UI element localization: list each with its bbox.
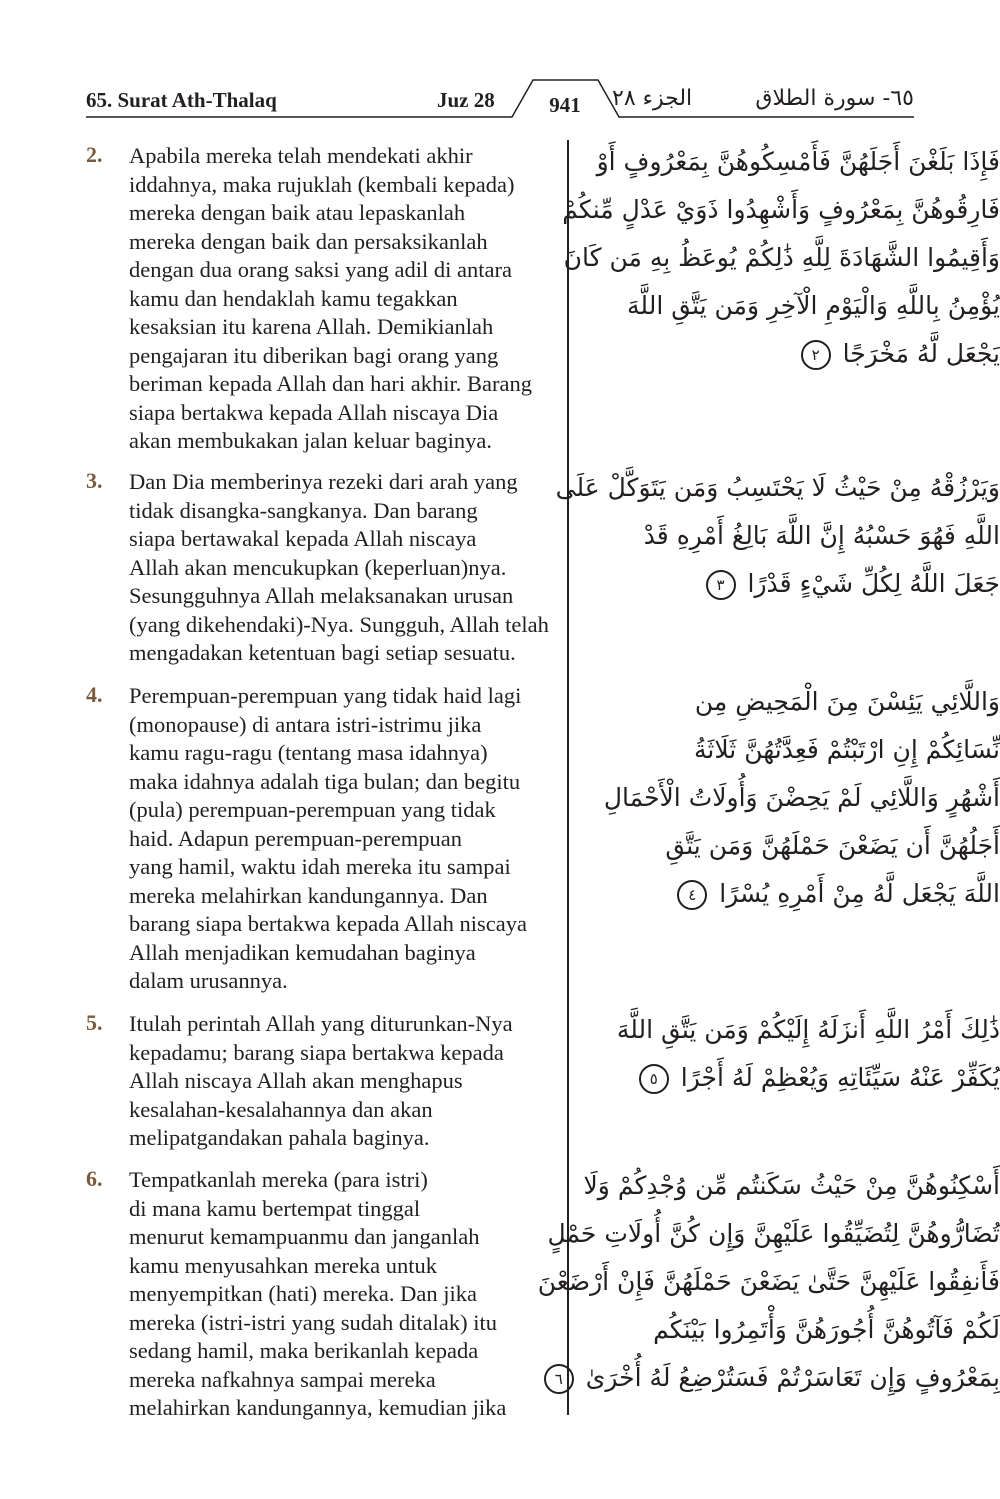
arabic-line-text: اللَّهَ يَجْعَل لَّهُ مِنْ أَمْرِهِ يُسْرًا bbox=[719, 879, 1000, 908]
translation-line: di mana kamu bertempat tinggal bbox=[129, 1195, 421, 1221]
translation-line: menyempitkan (hati) mereka. Dan jika bbox=[129, 1281, 477, 1306]
verse-number: 6. bbox=[86, 1166, 103, 1191]
translation-line: haid. Adapun perempuan-perempuan bbox=[129, 825, 463, 851]
verse-number: 5. bbox=[86, 1010, 103, 1035]
translation-line: menurut kemampuanmu dan janganlah bbox=[129, 1224, 480, 1249]
translation-line: mengadakan ketentuan bagi setiap sesuatu. bbox=[129, 640, 516, 665]
translation-line: iddahnya, maka rujuklah (kembali kepada) bbox=[129, 171, 515, 197]
ayah-end-marker: ٢ bbox=[801, 340, 831, 370]
verse-arabic bbox=[555, 464, 1000, 608]
verse-translation bbox=[129, 1166, 559, 1423]
arabic-line: اللَّهِ فَهُوَ حَسْبُهُ إِنَّ اللَّهَ بَالِغُ أَمْرِهِ قَدْ bbox=[643, 521, 1000, 550]
translation-line: Sesungguhnya Allah melaksanakan urusan bbox=[129, 583, 514, 608]
arabic-line bbox=[596, 330, 1000, 378]
translation-line: kepadamu; barang siapa bertakwa kepada bbox=[129, 1039, 504, 1065]
arabic-line: فَارِقُوهُنَّ بِمَعْرُوفٍ وَأَشْهِدُوا ذَوَيْ عَدْلٍ مِّنكُمْ bbox=[562, 195, 1000, 224]
translation-line: (pula) perempuan-perempuan yang tidak bbox=[129, 797, 496, 822]
translation-line: kamu ragu-ragu (tentang masa idahnya) bbox=[129, 740, 488, 765]
arabic-line-text: بِمَعْرُوفٍ وَإِن تَعَاسَرْتُمْ فَسَتُرْضِعُ لَهُ أُخْرَىٰ bbox=[585, 1363, 1000, 1392]
arabic-line: وَأَقِيمُوا الشَّهَادَةَ لِلَّهِ ذَٰلِكُمْ يُوعَظُ بِهِ مَن كَانَ bbox=[563, 243, 1000, 272]
translation-line: siapa bertawakal kepada Allah niscaya bbox=[129, 526, 477, 551]
arabic-line: فَأَنفِقُوا عَلَيْهِنَّ حَتَّىٰ يَضَعْنَ حَمْلَهُنَّ فَإِنْ أَرْضَعْنَ bbox=[537, 1267, 1000, 1296]
translation-line: sedang hamil, maka berikanlah kepada bbox=[129, 1338, 479, 1363]
translation-line: Allah akan mencukupkan (keperluan)nya. bbox=[129, 554, 507, 580]
translation-line: pengajaran itu diberikan bagi orang yang bbox=[129, 342, 499, 368]
translation-line: melahirkan kandungannya, kemudian jika bbox=[129, 1395, 507, 1420]
arabic-line: ذَٰلِكَ أَمْرُ اللَّهِ أَنزَلَهُ إِلَيْكُمْ وَمَن يَتَّقِ اللَّهَ bbox=[616, 1015, 1000, 1044]
translation-line: siapa bertakwa kepada Allah niscaya Dia bbox=[129, 399, 499, 425]
translation-line: Apabila mereka telah mendekati akhir bbox=[129, 143, 473, 168]
arabic-line-text: يُكَفِّرْ عَنْهُ سَيِّئَاتِهِ وَيُعْظِمْ لَهُ أَجْرًا bbox=[680, 1063, 1000, 1092]
translation-line: kesaksian itu karena Allah. Demikianlah bbox=[129, 314, 494, 339]
page-number: 941 bbox=[549, 93, 581, 117]
juz-label-latin: Juz 28 bbox=[437, 88, 495, 112]
translation-line: Perempuan-perempuan yang tidak haid lagi bbox=[129, 683, 522, 708]
translation-line: Itulah perintah Allah yang diturunkan-Nya bbox=[129, 1011, 513, 1036]
verse-number: 3. bbox=[86, 468, 103, 493]
verse-arabic bbox=[596, 1006, 1000, 1102]
arabic-line: تُضَارُّوهُنَّ لِتُضَيِّقُوا عَلَيْهِنَّ وَإِن كُنَّ أُولَاتِ حَمْلٍ bbox=[547, 1219, 1000, 1248]
arabic-line: أَسْكِنُوهُنَّ مِنْ حَيْثُ سَكَنتُم مِّن وُجْدِكُمْ وَلَا bbox=[583, 1171, 1000, 1200]
translation-line: mereka dengan baik atau lepaskanlah bbox=[129, 200, 466, 225]
translation-line: beriman kepada Allah dan hari akhir. Barang bbox=[129, 371, 532, 396]
ayah-end-marker: ٦ bbox=[544, 1364, 574, 1394]
surah-title-arabic: ٦٥- سورة الطلاق bbox=[755, 86, 914, 111]
verse-translation bbox=[129, 682, 559, 996]
arabic-line bbox=[596, 560, 1000, 608]
translation-line: (monopause) di antara istri-istrimu jika bbox=[129, 711, 482, 737]
verse-translation bbox=[129, 142, 559, 456]
translation-line: yang hamil, waktu idah mereka itu sampai bbox=[129, 854, 511, 879]
ayah-end-marker: ٤ bbox=[677, 880, 707, 910]
juz-label-arabic: الجزء ٢٨ bbox=[612, 86, 693, 111]
translation-line: mereka (istri-istri yang sudah ditalak) itu bbox=[129, 1309, 498, 1335]
translation-line: barang siapa bertakwa kepada Allah niscaya bbox=[129, 911, 527, 936]
verse-arabic bbox=[537, 1162, 1000, 1402]
arabic-line bbox=[596, 870, 1000, 918]
translation-line: tidak disangka-sangkanya. Dan barang bbox=[129, 497, 478, 523]
translation-line: kesalahan-kesalahannya dan akan bbox=[129, 1096, 433, 1122]
arabic-line: يُؤْمِنُ بِاللَّهِ وَالْيَوْمِ الْآخِرِ وَمَن يَتَّقِ اللَّهَ bbox=[627, 291, 1000, 320]
surah-title-latin: 65. Surat Ath-Thalaq bbox=[86, 88, 277, 112]
translation-line: (yang dikehendaki)-Nya. Sungguh, Allah telah bbox=[129, 611, 549, 637]
arabic-line bbox=[554, 1354, 1000, 1402]
ayah-end-marker: ٥ bbox=[639, 1064, 669, 1094]
translation-line: kamu menyusahkan mereka untuk bbox=[129, 1252, 438, 1278]
arabic-line: لَكُمْ فَآتُوهُنَّ أُجُورَهُنَّ وَأْتَمِرُوا بَيْنَكُم bbox=[653, 1315, 1000, 1344]
verse-translation bbox=[129, 468, 559, 668]
arabic-line: نِّسَائِكُمْ إِنِ ارْتَبْتُمْ فَعِدَّتُهُنَّ ثَلَاثَةُ bbox=[694, 735, 1000, 764]
translation-line: mereka dengan baik dan persaksikanlah bbox=[129, 228, 488, 254]
arabic-line: أَشْهُرٍ وَاللَّائِي لَمْ يَحِضْنَ وَأُولَاتُ الْأَحْمَالِ bbox=[603, 783, 1000, 812]
verse-arabic bbox=[562, 138, 1000, 378]
translation-line: dalam urusannya. bbox=[129, 968, 288, 993]
translation-line: kamu dan hendaklah kamu tegakkan bbox=[129, 285, 458, 311]
translation-line: melipatgandakan pahala baginya. bbox=[129, 1125, 430, 1150]
arabic-line: وَاللَّائِي يَئِسْنَ مِنَ الْمَحِيضِ مِن bbox=[694, 687, 1000, 716]
translation-line: Allah menjadikan kemudahan baginya bbox=[129, 939, 476, 965]
ayah-end-marker: ٣ bbox=[706, 570, 736, 600]
arabic-line: وَيَرْزُقْهُ مِنْ حَيْثُ لَا يَحْتَسِبُ وَمَن يَتَوَكَّلْ عَلَى bbox=[555, 473, 1000, 502]
arabic-line bbox=[596, 1054, 1000, 1102]
verse-number: 2. bbox=[86, 142, 103, 167]
arabic-line: فَإِذَا بَلَغْنَ أَجَلَهُنَّ فَأَمْسِكُوهُنَّ بِمَعْرُوفٍ أَوْ bbox=[596, 147, 1000, 176]
verse-translation bbox=[129, 1010, 559, 1153]
page-header bbox=[0, 0, 1000, 130]
translation-line: Dan Dia memberinya rezeki dari arah yang bbox=[129, 469, 518, 494]
translation-line: Tempatkanlah mereka (para istri) bbox=[129, 1167, 428, 1192]
translation-line: dengan dua orang saksi yang adil di antara bbox=[129, 257, 512, 282]
translation-line: mereka nafkahnya sampai mereka bbox=[129, 1366, 436, 1392]
arabic-line-text: جَعَلَ اللَّهُ لِكُلِّ شَيْءٍ قَدْرًا bbox=[747, 569, 1000, 598]
translation-line: maka idahnya adalah tiga bulan; dan begitu bbox=[129, 768, 521, 794]
translation-line: akan membukakan jalan keluar baginya. bbox=[129, 428, 492, 453]
translation-line: Allah niscaya Allah akan menghapus bbox=[129, 1068, 463, 1093]
translation-line: mereka melahirkan kandungannya. Dan bbox=[129, 882, 488, 908]
verse-arabic bbox=[596, 678, 1000, 918]
verse-number: 4. bbox=[86, 682, 103, 707]
arabic-line-text: يَجْعَل لَّهُ مَخْرَجًا bbox=[842, 339, 1000, 368]
arabic-line: أَجَلُهُنَّ أَن يَضَعْنَ حَمْلَهُنَّ وَمَن يَتَّقِ bbox=[665, 831, 1000, 860]
